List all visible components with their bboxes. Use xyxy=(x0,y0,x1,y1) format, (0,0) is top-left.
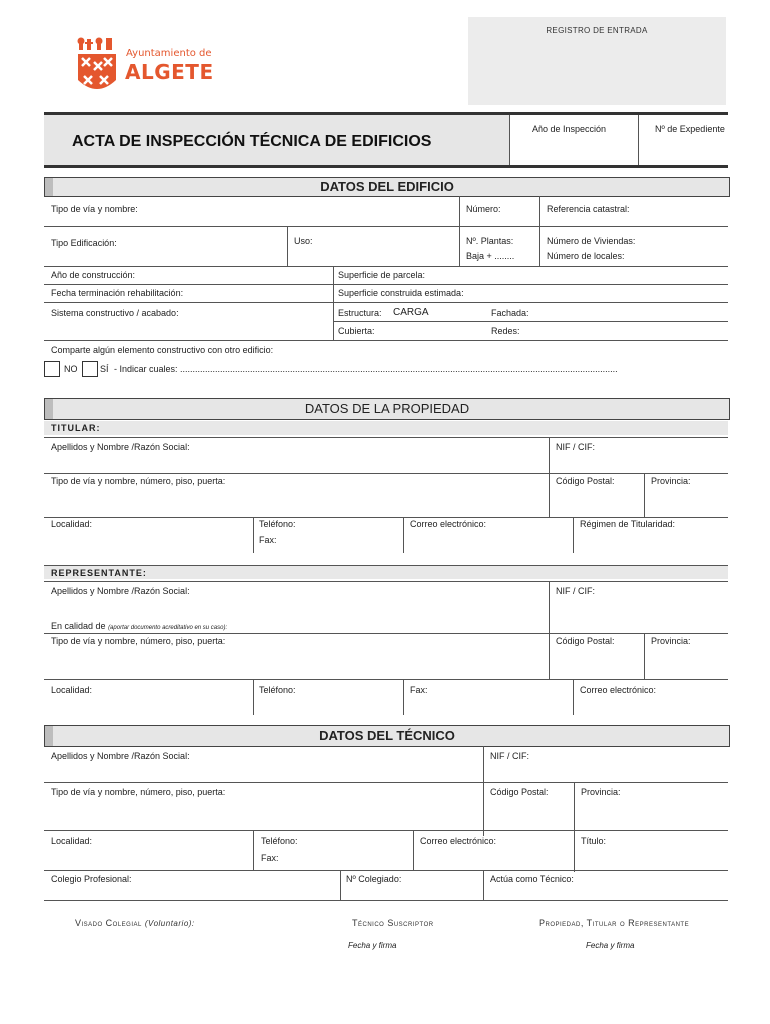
num-locales-label: Número de locales: xyxy=(547,251,625,261)
cubierta-label: Cubierta: xyxy=(338,326,375,336)
divider xyxy=(573,517,574,553)
visado-text: Visado Colegial xyxy=(75,918,142,928)
section-title: DATOS DE LA PROPIEDAD xyxy=(304,401,470,416)
divider xyxy=(509,115,510,165)
titular-fax-label: Fax: xyxy=(259,535,277,545)
section-heading-propiedad xyxy=(44,398,730,420)
divider xyxy=(44,284,728,285)
sup-parcela-label: Superficie de parcela: xyxy=(338,270,426,280)
baja-label: Baja + ........ xyxy=(466,251,515,261)
repr-calidad-text: En calidad de xyxy=(51,621,106,631)
divider xyxy=(333,321,728,322)
registro-entrada-box xyxy=(468,17,726,105)
actua-label: Actúa como Técnico: xyxy=(490,874,574,884)
divider xyxy=(403,517,404,553)
repr-telefono-label: Teléfono: xyxy=(259,685,296,695)
repr-calidad-note: (aportar documento acreditativo en su caso): xyxy=(108,625,228,631)
anio-inspeccion-label: Año de Inspección xyxy=(532,124,607,134)
divider xyxy=(638,115,639,165)
si-checkbox[interactable] xyxy=(82,361,98,377)
section-title: DATOS DEL TÉCNICO xyxy=(319,728,455,743)
visado-note: (Voluntario): xyxy=(144,919,195,928)
section-title: DATOS DEL EDIFICIO xyxy=(320,179,454,194)
divider xyxy=(573,679,574,715)
tecnico-suscriptor-label: Técnico Suscriptor xyxy=(352,918,434,928)
section-marker xyxy=(45,399,53,419)
repr-correo-label: Correo electrónico: xyxy=(580,685,657,695)
indicar-cuales-line: - Indicar cuales: ............................................................................................................................................................................... xyxy=(114,364,618,374)
divider xyxy=(44,581,728,582)
divider xyxy=(44,782,728,783)
titular-apellidos-label: Apellidos y Nombre /Razón Social: xyxy=(51,442,190,452)
divider xyxy=(44,517,728,518)
tipo-via-label: Tipo de vía y nombre: xyxy=(51,204,138,214)
repr-direccion-label: Tipo de vía y nombre, número, piso, puerta: xyxy=(51,636,226,646)
titular-subheading: TITULAR: xyxy=(44,421,728,435)
titular-telefono-label: Teléfono: xyxy=(259,519,296,529)
divider xyxy=(644,473,645,517)
coat-of-arms-icon xyxy=(76,36,118,100)
tecnico-localidad-label: Localidad: xyxy=(51,836,93,846)
logo-text-line2: ALGETE xyxy=(125,60,214,84)
uso-label: Uso: xyxy=(294,236,313,246)
colegiado-label: Nº Colegiado: xyxy=(346,874,402,884)
repr-cp-label: Código Postal: xyxy=(556,636,615,646)
anio-construccion-label: Año de construcción: xyxy=(51,270,136,280)
titular-correo-label: Correo electrónico: xyxy=(410,519,487,529)
propiedad-firma-label: Propiedad, Titular o Representante xyxy=(539,918,690,928)
divider xyxy=(44,302,728,303)
tecnico-apellidos-label: Apellidos y Nombre /Razón Social: xyxy=(51,751,190,761)
fecha-firma-tecnico: Fecha y firma xyxy=(348,941,397,950)
divider xyxy=(287,226,288,266)
divider xyxy=(549,581,550,679)
page-title: ACTA DE INSPECCIÓN TÉCNICA DE EDIFICIOS xyxy=(72,133,432,150)
divider xyxy=(549,437,550,517)
sistema-label: Sistema constructivo / acabado: xyxy=(51,308,179,318)
divider xyxy=(44,473,728,474)
no-checkbox[interactable] xyxy=(44,361,60,377)
divider xyxy=(574,782,575,872)
fachada-label: Fachada: xyxy=(491,308,529,318)
fecha-rehab-label: Fecha terminación rehabilitación: xyxy=(51,288,184,298)
estructura-label: Estructura: xyxy=(338,308,382,318)
estructura-value: CARGA xyxy=(393,307,429,318)
repr-localidad-label: Localidad: xyxy=(51,685,93,695)
fecha-firma-propiedad: Fecha y firma xyxy=(586,941,635,950)
titular-nif-label: NIF / CIF: xyxy=(556,442,595,452)
section-marker xyxy=(45,178,53,196)
titular-cp-label: Código Postal: xyxy=(556,476,615,486)
divider xyxy=(483,870,484,900)
num-expediente-label: Nº de Expediente xyxy=(655,124,725,134)
sup-construida-label: Superficie construida estimada: xyxy=(338,288,464,298)
repr-nif-label: NIF / CIF: xyxy=(556,586,595,596)
colegio-label: Colegio Profesional: xyxy=(51,874,132,884)
tecnico-titulo-label: Título: xyxy=(581,836,607,846)
tipo-edificacion-label: Tipo Edificación: xyxy=(51,238,117,248)
divider xyxy=(44,340,728,341)
divider xyxy=(44,679,728,680)
divider xyxy=(44,633,728,634)
titular-direccion-label: Tipo de vía y nombre, número, piso, puerta: xyxy=(51,476,226,486)
repr-apellidos-label: Apellidos y Nombre /Razón Social: xyxy=(51,586,190,596)
ref-catastral-label: Referencia catastral: xyxy=(547,204,630,214)
plantas-label: Nº. Plantas: xyxy=(466,236,514,246)
divider xyxy=(333,266,334,340)
titular-localidad-label: Localidad: xyxy=(51,519,93,529)
divider xyxy=(644,633,645,679)
divider xyxy=(340,870,341,900)
num-viviendas-label: Número de Viviendas: xyxy=(547,236,636,246)
repr-provincia-label: Provincia: xyxy=(651,636,691,646)
si-label: SÍ xyxy=(100,364,109,374)
tecnico-correo-label: Correo electrónico: xyxy=(420,836,497,846)
divider xyxy=(44,830,728,831)
redes-label: Redes: xyxy=(491,326,520,336)
divider xyxy=(44,226,728,227)
tecnico-provincia-label: Provincia: xyxy=(581,787,621,797)
divider xyxy=(413,830,414,870)
no-label: NO xyxy=(64,364,78,374)
numero-label: Número: xyxy=(466,204,501,214)
divider xyxy=(44,266,728,267)
divider xyxy=(44,870,728,871)
tecnico-telefono-label: Teléfono: xyxy=(261,836,298,846)
section-heading-edificio xyxy=(44,177,730,197)
section-heading-tecnico xyxy=(44,725,730,747)
divider xyxy=(253,517,254,553)
tecnico-fax-label: Fax: xyxy=(261,853,279,863)
section-marker xyxy=(45,726,53,746)
titular-provincia-label: Provincia: xyxy=(651,476,691,486)
divider xyxy=(459,196,460,266)
divider xyxy=(253,679,254,715)
divider xyxy=(403,679,404,715)
repr-fax-label: Fax: xyxy=(410,685,428,695)
divider xyxy=(44,900,728,901)
registro-entrada-label: REGISTRO DE ENTRADA xyxy=(546,26,648,35)
divider xyxy=(539,196,540,266)
divider xyxy=(483,746,484,836)
divider xyxy=(253,830,254,870)
municipal-logo xyxy=(76,36,216,102)
comparte-label: Comparte algún elemento constructivo con otro edificio: xyxy=(51,345,274,355)
visado-colegial-label xyxy=(75,918,195,928)
tecnico-nif-label: NIF / CIF: xyxy=(490,751,529,761)
representante-subheading: REPRESENTANTE: xyxy=(44,565,728,579)
divider xyxy=(44,437,728,438)
repr-calidad-label xyxy=(51,621,227,631)
tecnico-direccion-label: Tipo de vía y nombre, número, piso, puerta: xyxy=(51,787,226,797)
tecnico-cp-label: Código Postal: xyxy=(490,787,549,797)
logo-text-line1: Ayuntamiento de xyxy=(126,48,212,59)
titular-regimen-label: Régimen de Titularidad: xyxy=(580,519,676,529)
